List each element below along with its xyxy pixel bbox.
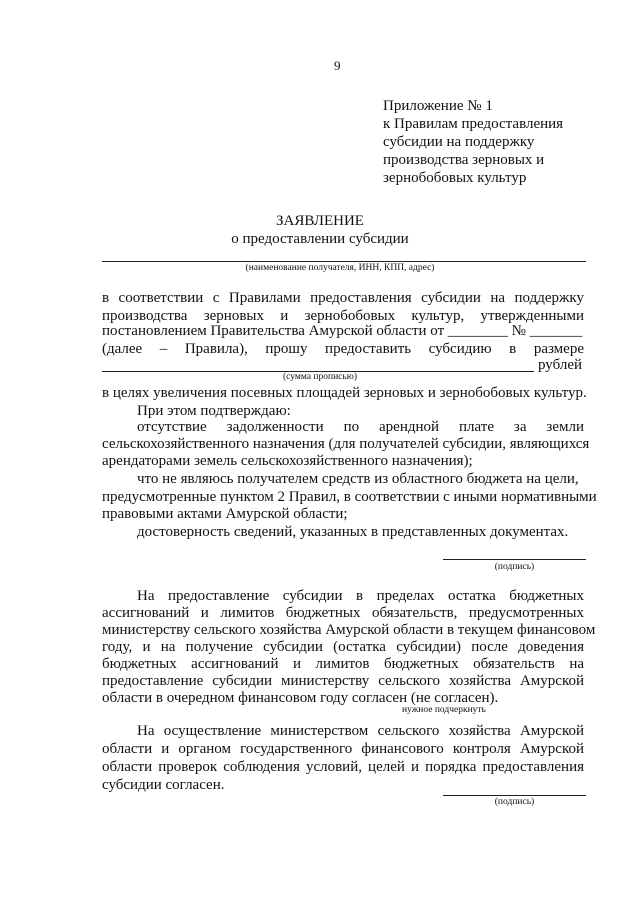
p1-line6: в целях увеличения посевных площадей зерновых и зернобобовых культур. xyxy=(102,385,587,401)
appendix-line: к Правилам предоставления xyxy=(383,116,564,132)
consent1-line: ассигнований и лимитов бюджетных обязательств, предусмотренных xyxy=(102,605,584,621)
p1-line4: (далее – Правила), прошу предоставить субсидию в размере xyxy=(102,341,584,357)
signature-line xyxy=(443,795,586,796)
recipient-caption: (наименование получателя, ИНН, КПП, адрес) xyxy=(245,263,435,273)
signature-line xyxy=(443,559,586,560)
consent2-line: области проверок соблюдения условий, целей и порядка предоставления xyxy=(102,759,584,775)
consent1-line: области в очередном финансовом году согласен (не согласен). xyxy=(102,690,499,706)
appendix-line: Приложение № 1 xyxy=(383,98,493,114)
appendix-line: субсидии на поддержку xyxy=(383,134,535,150)
confirm-item2-cont: правовыми актами Амурской области; xyxy=(102,506,348,522)
underline-hint: нужное подчеркнуть xyxy=(402,705,486,715)
consent1-line: году, и на получение субсидии (остатка субсидии) после доведения xyxy=(102,639,584,655)
appendix-line: производства зерновых и xyxy=(383,152,545,168)
confirm-item3: достоверность сведений, указанных в представленных документах. xyxy=(137,524,569,540)
confirm-item2-cont: предусмотренные пунктом 2 Правил, в соответствии с иными нормативными xyxy=(102,489,597,505)
document-title: ЗАЯВЛЕНИЕ xyxy=(276,213,364,229)
consent2-line: На осуществление министерством сельского хозяйства Амурской xyxy=(137,723,584,739)
consent1-line: На предоставление субсидии в пределах остатка бюджетных xyxy=(137,588,584,604)
signature-caption: (подпись) xyxy=(494,562,535,572)
confirm-item1: отсутствие задолженности по арендной плате за земли xyxy=(137,419,584,435)
p1-line1: в соответствии с Правилами предоставления субсидии на поддержку xyxy=(102,290,584,306)
amount-suffix: рублей xyxy=(538,357,583,373)
recipient-line xyxy=(102,261,586,262)
appendix-line: зернобобовых культур xyxy=(383,170,527,186)
signature-caption: (подпись) xyxy=(494,797,535,807)
consent2-line: области и органом государственного финансового контроля Амурской xyxy=(102,741,584,757)
document-subtitle: о предоставлении субсидии xyxy=(231,231,409,247)
confirm-intro: При этом подтверждаю: xyxy=(137,403,291,419)
consent1-line: министерству сельского хозяйства Амурской области в текущем финансовом xyxy=(102,622,596,638)
amount-caption: (сумма прописью) xyxy=(283,372,357,382)
confirm-item1-cont: сельскохозяйственного назначения (для получателей субсидии, являющихся xyxy=(102,436,590,452)
confirm-item2: что не являюсь получателем средств из областного бюджета на цели, xyxy=(137,471,579,487)
consent1-line: бюджетных ассигнований и лимитов бюджетных обязательств на xyxy=(102,656,584,672)
consent1-line: предоставление субсидии министерству сельского хозяйства Амурской xyxy=(102,673,584,689)
p1-line2: производства зерновых и зернобобовых культур, утвержденными xyxy=(102,308,584,324)
page-number: 9 xyxy=(334,58,341,73)
confirm-item1-cont: арендаторами земель сельскохозяйственного назначения); xyxy=(102,453,473,469)
consent2-line: субсидии согласен. xyxy=(102,777,225,793)
p1-line3: постановлением Правительства Амурской области от ________ № _______ xyxy=(102,323,583,339)
